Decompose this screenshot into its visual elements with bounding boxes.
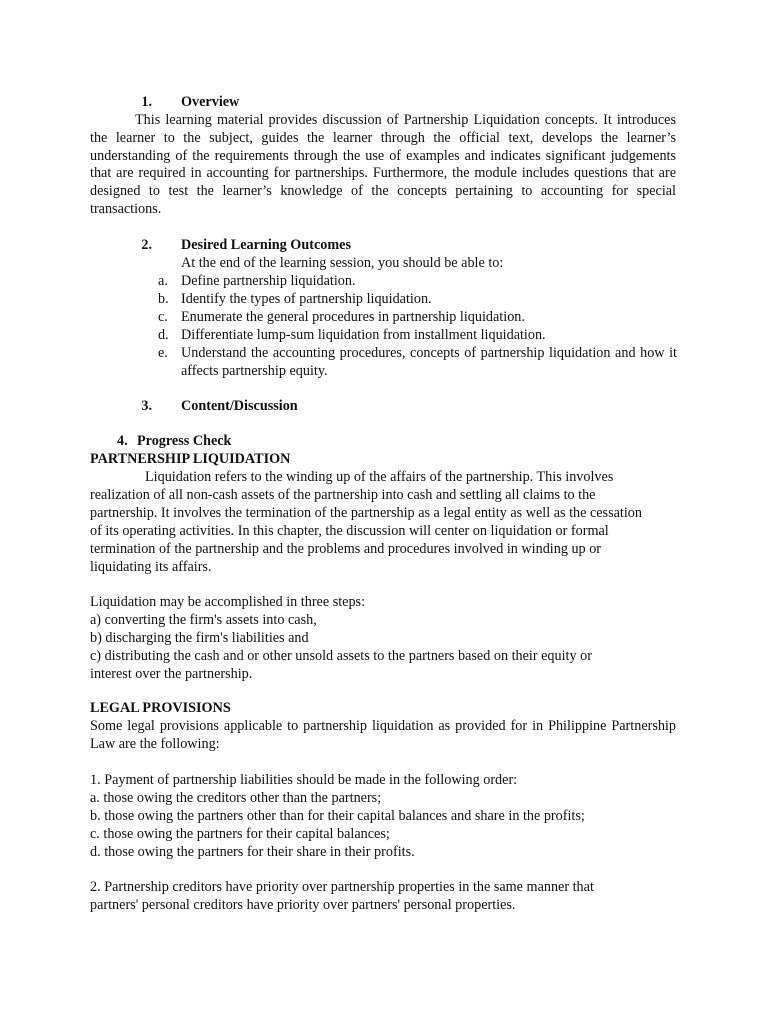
list-item: Understand the accounting procedures, concepts of partnership liquidation and how it affects partnership equity.: [181, 345, 677, 379]
list-item-label: a.: [158, 273, 168, 289]
list-item-label: b.: [158, 291, 169, 307]
legal-intro: Some legal provisions applicable to partnership liquidation as provided for in Philippine Partnership Law are the following:: [90, 718, 676, 752]
content-heading: Content/Discussion: [181, 398, 298, 414]
section-heading-legal: LEGAL PROVISIONS: [90, 700, 231, 716]
text-line: termination of the partnership and the problems and procedures involved in winding up or: [90, 541, 602, 557]
text-line: liquidating its affairs.: [90, 559, 212, 575]
text-line: Liquidation refers to the winding up of the affairs of the partnership. This involves: [145, 469, 614, 485]
text-line: partners' personal creditors have priority over partners' personal properties.: [90, 897, 516, 913]
text-line: 1. Payment of partnership liabilities should be made in the following order:: [90, 772, 518, 788]
overview-heading: Overview: [181, 94, 240, 110]
text-line: Liquidation may be accomplished in three steps:: [90, 594, 366, 610]
text-line: 2. Partnership creditors have priority over partnership properties in the same manner that: [90, 879, 594, 895]
list-item: Enumerate the general procedures in partnership liquidation.: [181, 309, 525, 325]
text-line: c. those owing the partners for their capital balances;: [90, 826, 390, 842]
text-line: partnership. It involves the termination of the partnership as a legal entity as well as the cessation: [90, 505, 642, 521]
progress-number: 4.: [117, 433, 128, 449]
overview-paragraph: This learning material provides discussion of Partnership Liquidation concepts. It introduces the learner to the subject, guides the learner through the official text, develops the learner’s understanding of the requirements through the use of examples and indicates significant judgements that are required in accounting for partnerships. Furthermore, the module includes questions that are designed to test the learner’s knowledge of the concepts pertaining to accounting for special transactions.: [90, 112, 676, 217]
list-item: Identify the types of partnership liquidation.: [181, 291, 432, 307]
text-line: of its operating activities. In this chapter, the discussion will center on liquidation or formal: [90, 523, 609, 539]
text-line: interest over the partnership.: [90, 666, 253, 682]
section-heading-liquidation: PARTNERSHIP LIQUIDATION: [90, 451, 291, 467]
text-line: c) distributing the cash and or other unsold assets to the partners based on their equity or: [90, 648, 592, 664]
text-line: a) converting the firm's assets into cash,: [90, 612, 317, 628]
outcomes-number: 2.: [141, 237, 152, 253]
text-line: b) discharging the firm's liabilities and: [90, 630, 309, 646]
list-item: Define partnership liquidation.: [181, 273, 356, 289]
overview-number: 1.: [141, 94, 152, 110]
text-line: a. those owing the creditors other than the partners;: [90, 790, 382, 806]
text-line: b. those owing the partners other than for their capital balances and share in the profits;: [90, 808, 585, 824]
text-line: realization of all non-cash assets of the partnership into cash and settling all claims to the: [90, 487, 596, 503]
list-item-label: c.: [158, 309, 168, 325]
list-item-label: d.: [158, 327, 169, 343]
content-number: 3.: [141, 398, 152, 414]
list-item-label: e.: [158, 345, 168, 361]
text-line: d. those owing the partners for their share in their profits.: [90, 844, 415, 860]
progress-heading: Progress Check: [137, 433, 232, 449]
outcomes-heading: Desired Learning Outcomes: [181, 237, 351, 253]
outcomes-intro: At the end of the learning session, you should be able to:: [181, 255, 504, 271]
list-item: Differentiate lump-sum liquidation from installment liquidation.: [181, 327, 546, 343]
